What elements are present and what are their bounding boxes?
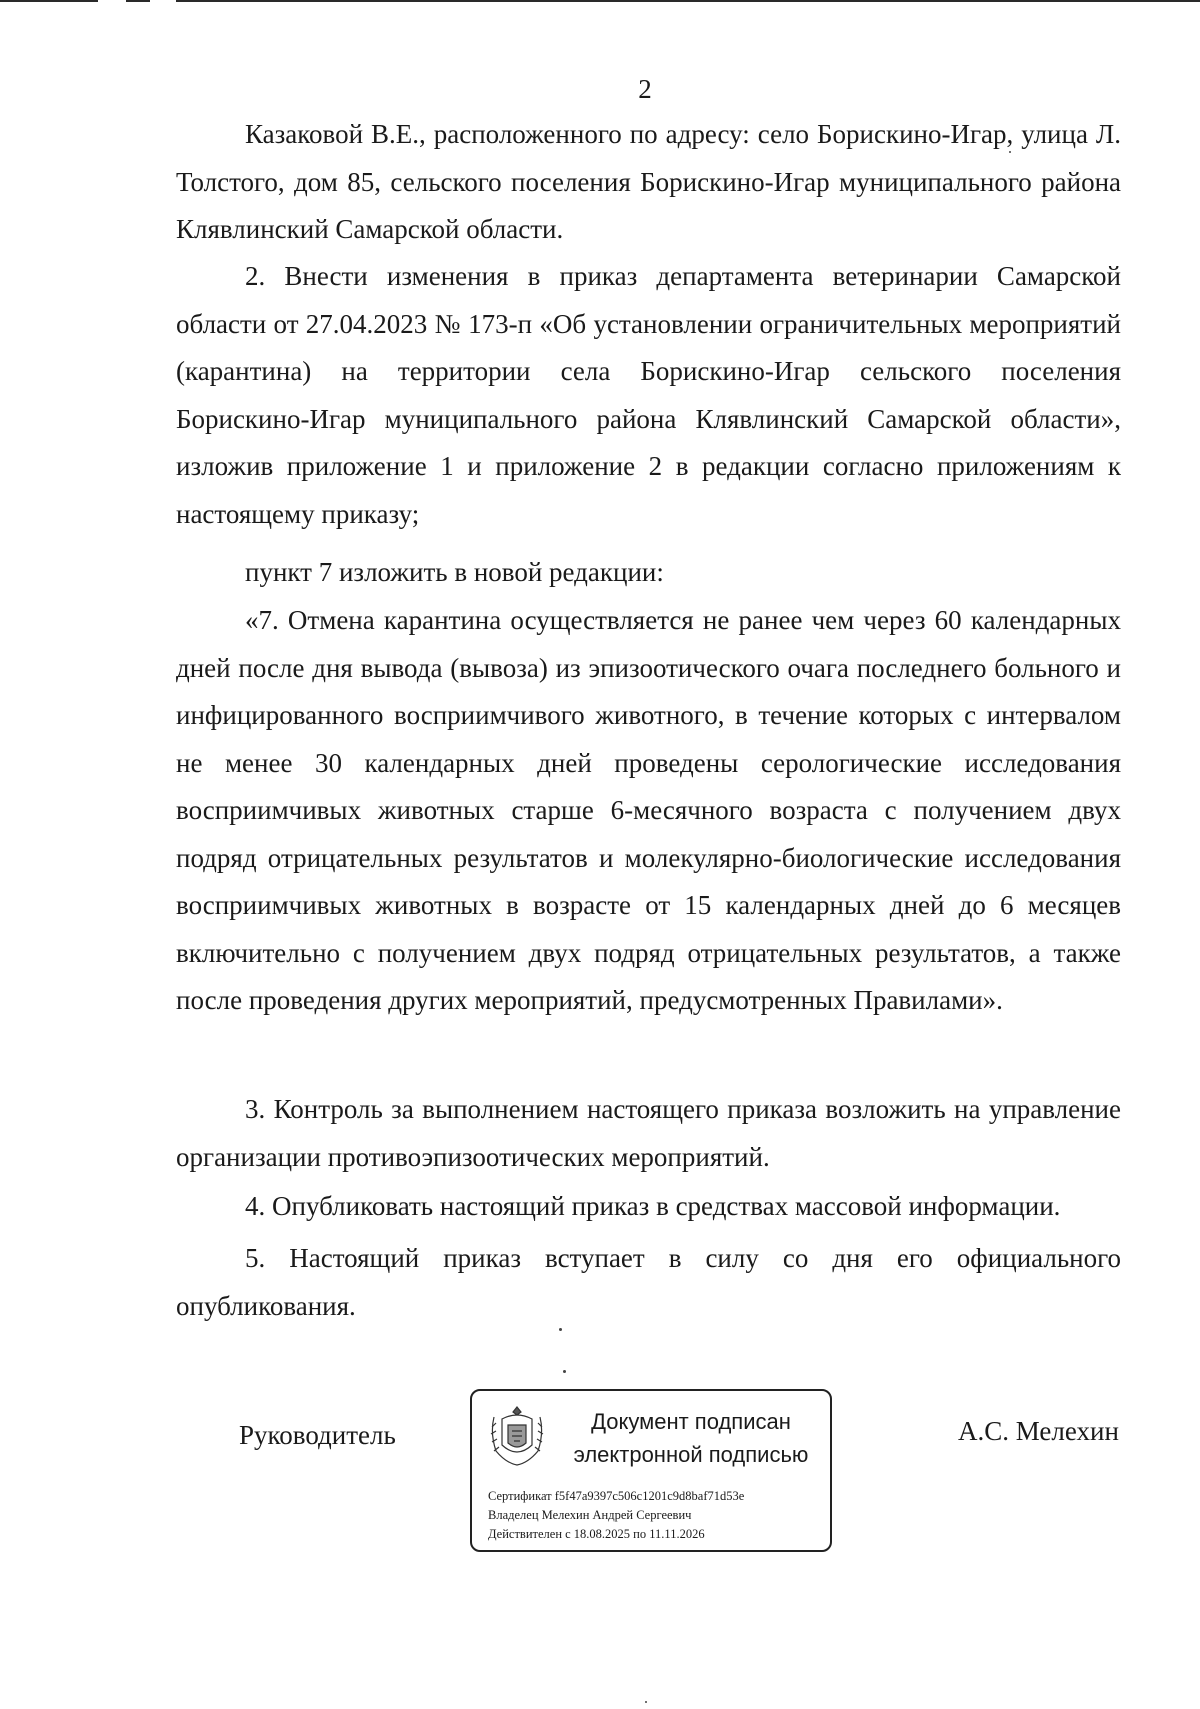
signer-position: Руководитель — [239, 1420, 396, 1450]
certificate-validity: Действителен с 18.08.2025 по 11.11.2026 — [488, 1527, 705, 1541]
electronic-signature-stamp — [470, 1389, 832, 1552]
scan-edge-line — [176, 0, 1200, 2]
certificate-number: Сертификат f5f47a9397c506c1201c9d8baf71d53e — [488, 1489, 745, 1503]
scan-speck — [1009, 151, 1011, 153]
paragraph-item-4: 4. Опубликовать настоящий приказ в средствах массовой информации. — [245, 1191, 1061, 1221]
stamp-title-line: электронной подписью — [573, 1442, 809, 1467]
stamp-details — [488, 1487, 824, 1544]
document-body — [176, 108, 1121, 254]
page-number: 2 — [638, 74, 652, 104]
paragraph-item-3: 3. Контроль за выполнением настоящего приказа возложить на управление организации противоэпизоотических мероприятий. — [176, 1094, 1121, 1172]
paragraph-item-2: 2. Внести изменения в приказ департамента ветеринарии Самарской области от 27.04.2023 № 173-п «Об установлении ограничительных мероприятий (карантина) на территории села Борискино-Игар сельского поселения Борискино-Игар муниципального района Клявлинский Самарской области», изложив приложение 1 и приложение 2 в редакции согласно приложениям к настоящему приказу; — [176, 261, 1121, 529]
document-body — [176, 1183, 1121, 1231]
document-body — [176, 597, 1121, 1025]
signer-name: А.С. Мелехин — [958, 1416, 1119, 1446]
scan-speck — [559, 1328, 562, 1331]
document-body — [176, 549, 1121, 597]
stamp-title — [560, 1405, 822, 1471]
scan-edge-line — [0, 0, 98, 2]
scan-edge-line — [126, 0, 150, 2]
paragraph-continuation: Казаковой В.Е., расположенного по адресу: село Борискино-Игар, улица Л. Толстого, дом 85, сельского поселения Борискино-Игар муниципального района Клявлинский Самарской области. — [176, 119, 1121, 244]
coat-of-arms-icon — [488, 1403, 546, 1469]
stamp-title-line: Документ подписан — [591, 1409, 791, 1434]
certificate-owner: Владелец Мелехин Андрей Сергеевич — [488, 1508, 692, 1522]
scan-speck — [563, 1370, 566, 1373]
paragraph-item-7-text: «7. Отмена карантина осуществляется не ранее чем через 60 календарных дней после дня вывода (вывоза) из эпизоотического очага последнего больного и инфицированного восприимчивого животного, в течение которых с интервалом не менее 30 календарных дней проведены серологические исследования восприимчивых животных старше 6-месячного возраста с получением двух подряд отрицательных результатов и молекулярно-биологические исследования восприимчивых животных в возрасте от 15 календарных дней до 6 месяцев включительно с получением двух подряд отрицательных результатов, а также после проведения других мероприятий, предусмотренных Правилами». — [176, 605, 1121, 1015]
paragraph-item-7-intro: пункт 7 изложить в новой редакции: — [245, 557, 664, 587]
document-body — [176, 1086, 1121, 1181]
document-body — [176, 253, 1121, 538]
scan-speck — [645, 1701, 647, 1703]
document-body — [176, 1235, 1121, 1330]
paragraph-item-5: 5. Настоящий приказ вступает в силу со дня его официального опубликования. — [176, 1243, 1121, 1321]
